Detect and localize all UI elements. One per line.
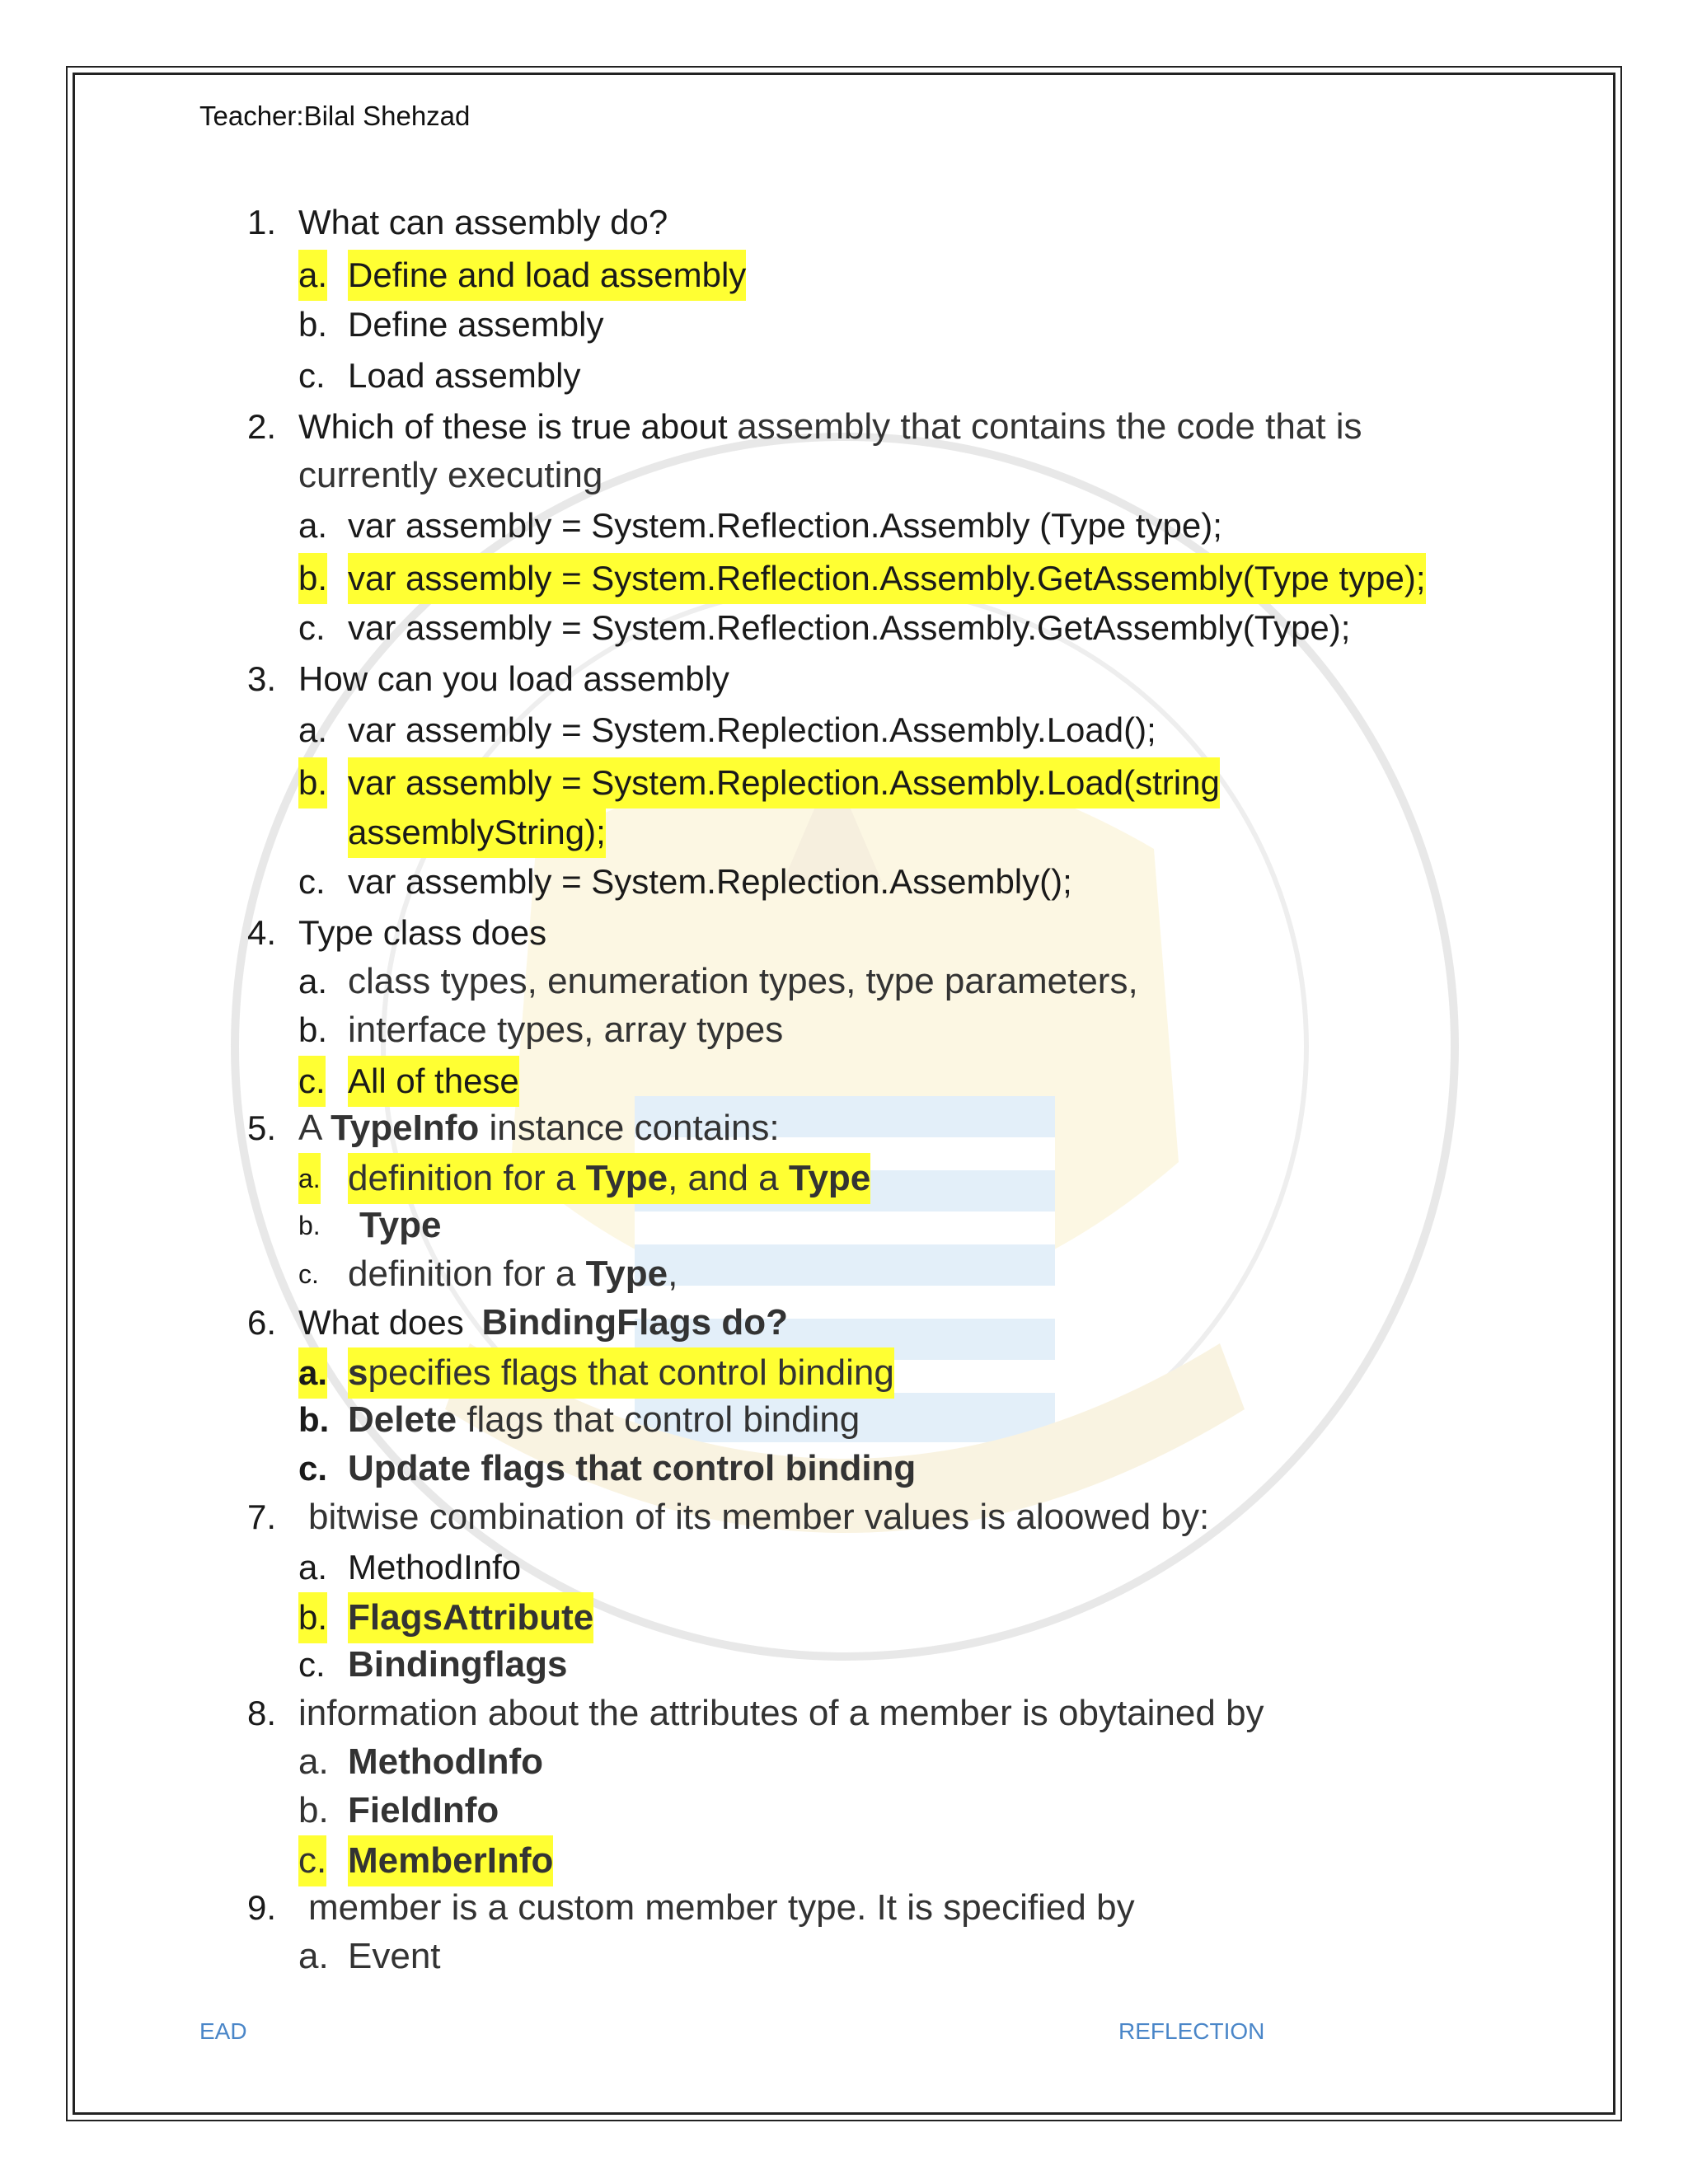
footer-course: EAD	[199, 2018, 247, 2044]
teacher-name: Teacher:Bilal Shehzad	[199, 101, 471, 131]
footer-topic: REFLECTION	[1118, 2018, 1265, 2044]
